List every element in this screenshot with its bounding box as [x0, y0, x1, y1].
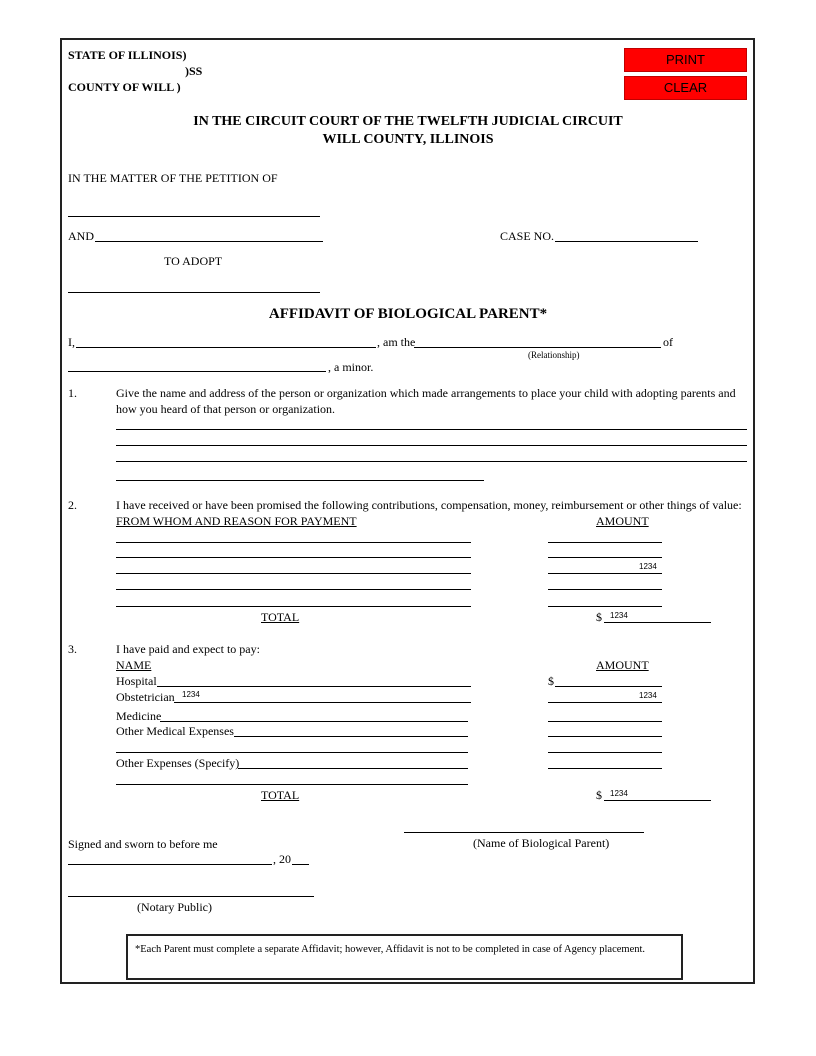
section-3-extra-field[interactable]: [116, 784, 468, 785]
affiant-name-field[interactable]: [76, 347, 376, 348]
form-title: AFFIDAVIT OF BIOLOGICAL PARENT*: [268, 306, 548, 322]
hospital-amount-field[interactable]: [555, 686, 662, 687]
obstetrician-amount-field[interactable]: [548, 702, 662, 703]
print-button[interactable]: PRINT: [624, 48, 747, 72]
other-expenses-amount-field[interactable]: [548, 768, 662, 769]
parent-signature-field[interactable]: [404, 832, 644, 833]
section-3-extra-amount-field[interactable]: [548, 752, 662, 753]
sworn-date-field[interactable]: [68, 864, 272, 865]
obstetrician-amount-hint: 1234: [639, 691, 657, 700]
section-3-name-header: NAME: [116, 658, 152, 672]
case-no-field[interactable]: [555, 241, 698, 242]
notary-signature-field[interactable]: [68, 896, 314, 897]
section-1-text-line1: Give the name and address of the person or organization which made arrangements to place your child with adopting parents and: [116, 386, 736, 400]
parent-name-caption: (Name of Biological Parent): [473, 836, 610, 850]
obstetrician-hint: 1234: [182, 690, 200, 699]
section-3-total-hint: 1234: [610, 789, 628, 798]
section-3-total-label: TOTAL: [261, 788, 300, 802]
intro-minor: , a minor.: [328, 360, 374, 374]
medicine-label: Medicine: [116, 709, 162, 723]
venue-county: COUNTY OF WILL ): [68, 80, 181, 94]
year-field[interactable]: [292, 864, 309, 865]
court-heading-line2: WILL COUNTY, ILLINOIS: [322, 132, 494, 147]
section-2-total-label: TOTAL: [261, 610, 300, 624]
section-2-amount-field[interactable]: [548, 557, 662, 558]
and-label: AND: [68, 229, 94, 243]
section-2-total-field[interactable]: [604, 622, 711, 623]
hospital-label: Hospital: [116, 674, 157, 688]
section-2-from-field[interactable]: [116, 542, 471, 543]
section-1-line[interactable]: [116, 429, 747, 430]
section-3-total-field[interactable]: [604, 800, 711, 801]
section-1-line[interactable]: [116, 445, 747, 446]
obstetrician-label: Obstetrician: [116, 690, 175, 704]
section-2-amount-field[interactable]: [548, 573, 662, 574]
petitioner-1-field[interactable]: [68, 216, 320, 217]
obstetrician-field[interactable]: [174, 702, 471, 703]
other-expenses-field[interactable]: [238, 768, 468, 769]
section-3-total-dollar: $: [596, 788, 602, 802]
section-2-from-header: FROM WHOM AND REASON FOR PAYMENT: [116, 514, 357, 528]
section-2-text: I have received or have been promised the following contributions, compensation, money, reimbursement or other things of value:: [116, 498, 742, 512]
minor-name-field[interactable]: [68, 371, 326, 372]
section-2-amount-field[interactable]: [548, 589, 662, 590]
footnote-box: [126, 934, 683, 980]
section-2-from-field[interactable]: [116, 557, 471, 558]
sworn-label: Signed and sworn to before me: [68, 837, 218, 851]
notary-caption: (Notary Public): [137, 900, 212, 914]
petitioner-2-field[interactable]: [95, 241, 323, 242]
section-3-amount-header: AMOUNT: [596, 658, 649, 672]
year-label: , 20: [273, 852, 291, 866]
section-2-amount-hint: 1234: [639, 562, 657, 571]
section-3-extra-field[interactable]: [116, 752, 468, 753]
relationship-field[interactable]: [414, 347, 661, 348]
section-2-from-field[interactable]: [116, 573, 471, 574]
section-3-text: I have paid and expect to pay:: [116, 642, 260, 656]
venue-state: STATE OF ILLINOIS): [68, 48, 187, 62]
section-1-text-line2: how you heard of that person or organization.: [116, 402, 336, 416]
section-2-amount-header: AMOUNT: [596, 514, 649, 528]
clear-button[interactable]: CLEAR: [624, 76, 747, 100]
other-medical-amount-field[interactable]: [548, 736, 662, 737]
medicine-amount-field[interactable]: [548, 721, 662, 722]
other-medical-label: Other Medical Expenses: [116, 724, 234, 738]
section-2-from-field[interactable]: [116, 606, 471, 607]
matter-label: IN THE MATTER OF THE PETITION OF: [68, 171, 278, 185]
other-medical-field[interactable]: [234, 736, 468, 737]
footnote-text: *Each Parent must complete a separate Affidavit; however, Affidavit is not to be completed in case of Agency placement.: [135, 944, 646, 955]
section-2-amount-field[interactable]: [548, 606, 662, 607]
court-heading-line1: IN THE CIRCUIT COURT OF THE TWELFTH JUDICIAL CIRCUIT: [193, 114, 623, 129]
hospital-field[interactable]: [157, 686, 471, 687]
section-2-total-hint: 1234: [610, 611, 628, 620]
section-3-number: 3.: [68, 642, 77, 656]
section-2-amount-field[interactable]: [548, 542, 662, 543]
adoptee-field[interactable]: [68, 292, 320, 293]
intro-i: I,: [68, 335, 75, 349]
section-1-line[interactable]: [116, 480, 484, 481]
to-adopt-label: TO ADOPT: [164, 254, 223, 268]
section-2-total-dollar: $: [596, 610, 602, 624]
venue-ss: )SS: [185, 64, 203, 78]
section-2-from-field[interactable]: [116, 589, 471, 590]
case-no-label: CASE NO.: [500, 229, 555, 243]
other-expenses-label: Other Expenses (Specify): [116, 756, 240, 770]
intro-of: of: [663, 335, 673, 349]
section-2-number: 2.: [68, 498, 77, 512]
intro-am-the: , am the: [377, 335, 416, 349]
medicine-field[interactable]: [160, 721, 468, 722]
section-1-line[interactable]: [116, 461, 747, 462]
relationship-caption: (Relationship): [528, 350, 580, 360]
section-1-number: 1.: [68, 386, 77, 400]
hospital-dollar: $: [548, 674, 554, 688]
